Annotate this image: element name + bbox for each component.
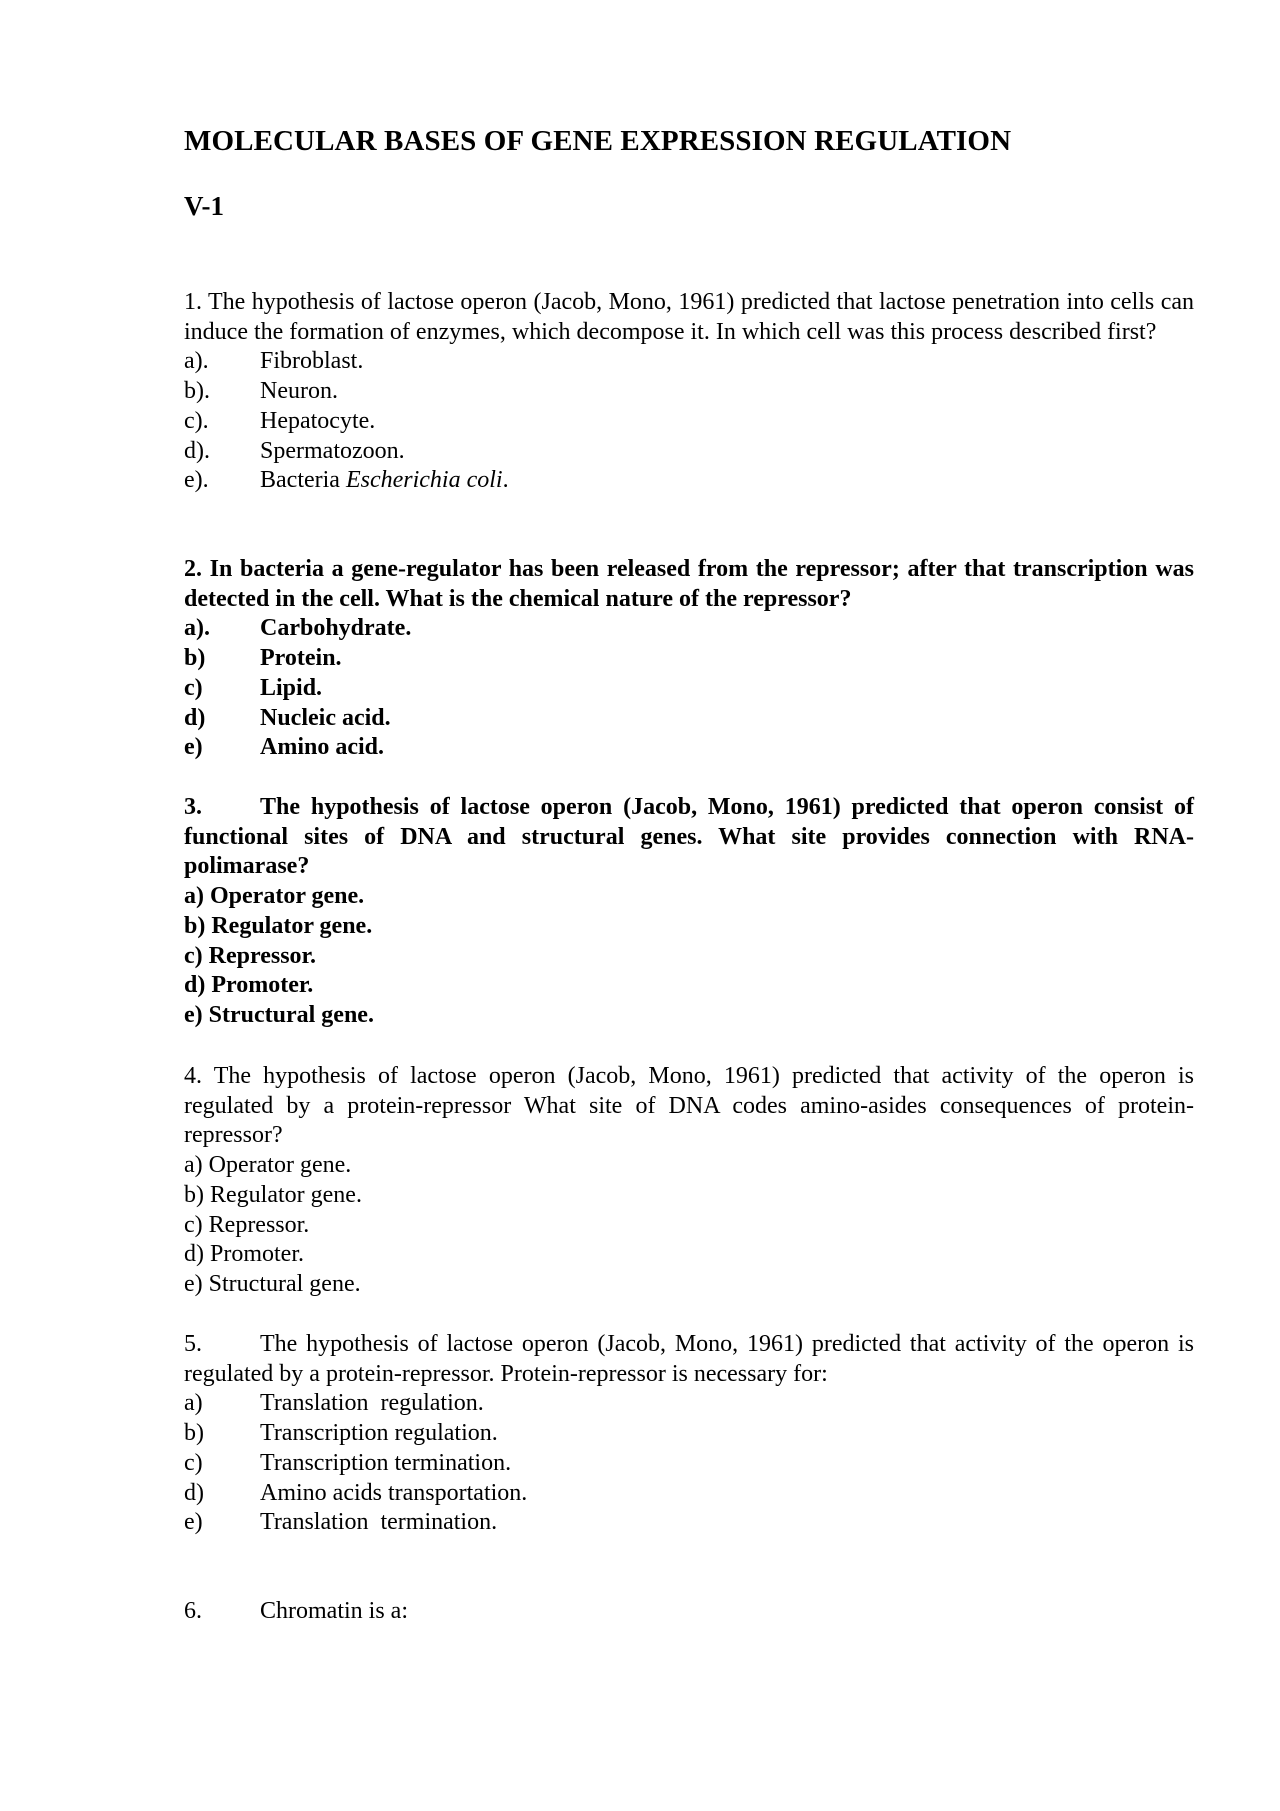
question-body: Chromatin is a: xyxy=(260,1598,408,1624)
option-c xyxy=(184,1449,1194,1479)
option-label: e) xyxy=(184,1001,203,1028)
option-label: c) xyxy=(184,1211,203,1238)
option-text: Regulator gene. xyxy=(210,1181,362,1208)
option-c xyxy=(184,674,1194,704)
option-text: Protein. xyxy=(260,645,342,672)
option-label: c). xyxy=(184,407,209,434)
question-4-text: 4. The hypothesis of lactose operon (Jacob, Mono, 1961) predicted that activity of the operon is regulated by a protein-repressor What site of DNA codes amino-asides consequences of protein-repressor? xyxy=(184,1063,1194,1149)
option-e xyxy=(184,1270,1194,1300)
option-d xyxy=(184,1479,1194,1509)
option-text: Amino acid. xyxy=(260,734,385,761)
question-number: 6. xyxy=(184,1598,202,1624)
question-number: 3. xyxy=(184,794,202,820)
option-text: Translation termination. xyxy=(260,1509,498,1536)
question-5-text xyxy=(184,1330,1194,1389)
question-3-options xyxy=(184,882,1194,1031)
option-text-after: . xyxy=(502,467,509,494)
question-4-options xyxy=(184,1151,1194,1300)
option-text: Operator gene. xyxy=(208,1152,352,1179)
option-text: Translation regulation. xyxy=(260,1390,484,1417)
option-text: Spermatozoon. xyxy=(260,437,405,464)
option-text: Bacteria xyxy=(260,467,346,494)
option-d xyxy=(184,1240,1194,1270)
option-a xyxy=(184,347,1194,377)
option-label: a). xyxy=(184,348,209,375)
option-c xyxy=(184,1211,1194,1241)
option-label: c) xyxy=(184,674,203,701)
option-d xyxy=(184,971,1194,1001)
option-label: d). xyxy=(184,437,210,464)
question-2-options xyxy=(184,614,1194,763)
option-text: Amino acids transportation. xyxy=(260,1479,528,1506)
option-c xyxy=(184,942,1194,972)
option-label: b) xyxy=(184,1181,204,1208)
option-label: a) xyxy=(184,883,204,910)
option-text: Operator gene. xyxy=(210,883,365,910)
option-a xyxy=(184,614,1194,644)
option-label: a). xyxy=(184,615,210,642)
option-text: Lipid. xyxy=(260,674,323,701)
option-e xyxy=(184,466,1194,496)
option-label: e) xyxy=(184,734,203,761)
option-label: d) xyxy=(184,1479,204,1506)
option-e xyxy=(184,733,1194,763)
option-label: d) xyxy=(184,972,206,999)
option-label: e). xyxy=(184,467,209,494)
question-1-options xyxy=(184,347,1194,496)
option-label: b) xyxy=(184,912,206,939)
option-label: e) xyxy=(184,1270,203,1297)
option-e xyxy=(184,1508,1194,1538)
question-6 xyxy=(184,1597,1194,1627)
option-e xyxy=(184,1001,1194,1031)
option-text: Repressor. xyxy=(208,942,316,969)
option-label: c) xyxy=(184,1449,203,1476)
option-text: Nucleic acid. xyxy=(260,704,391,731)
option-text: Neuron. xyxy=(260,378,338,405)
question-3 xyxy=(184,793,1194,1031)
option-text: Transcription termination. xyxy=(260,1449,512,1476)
document-content xyxy=(184,110,1194,1624)
option-a xyxy=(184,1389,1194,1419)
option-b xyxy=(184,377,1194,407)
question-2-text: 2. In bacteria a gene-regulator has been released from the repressor; after that transcription was detected in the cell. What is the chemical nature of the repressor? xyxy=(184,556,1194,612)
option-text: Promoter. xyxy=(210,1241,304,1268)
option-text: Regulator gene. xyxy=(211,912,373,939)
option-label: b) xyxy=(184,1420,204,1447)
question-5 xyxy=(184,1330,1194,1538)
question-3-text xyxy=(184,793,1194,882)
question-6-text xyxy=(184,1597,1194,1627)
question-2 xyxy=(184,555,1194,763)
option-label: a) xyxy=(184,1152,203,1179)
option-label: b) xyxy=(184,645,206,672)
question-body: The hypothesis of lactose operon (Jacob, Mono, 1961) predicted that activity of the operon is regulated by a protein-repressor. Protein-repressor is necessary for: xyxy=(184,1331,1194,1387)
question-1-text: 1. The hypothesis of lactose operon (Jacob, Mono, 1961) predicted that lactose penetration into cells can induce the formation of enzymes, which decompose it. In which cell was this process described first? xyxy=(184,289,1194,345)
option-label: a) xyxy=(184,1390,203,1417)
option-label: c) xyxy=(184,942,203,969)
question-5-options xyxy=(184,1389,1194,1538)
option-label: d) xyxy=(184,704,206,731)
question-number: 5. xyxy=(184,1331,202,1357)
option-b xyxy=(184,912,1194,942)
option-text: Transcription regulation. xyxy=(260,1420,498,1447)
document-title: MOLECULAR BASES OF GENE EXPRESSION REGULATION xyxy=(184,125,1012,157)
option-text: Repressor. xyxy=(208,1211,310,1238)
option-label: b). xyxy=(184,378,210,405)
option-text-italic: Escherichia coli xyxy=(345,467,503,494)
option-b xyxy=(184,1419,1194,1449)
option-a xyxy=(184,1151,1194,1181)
option-b xyxy=(184,1181,1194,1211)
option-label: d) xyxy=(184,1241,204,1268)
option-text: Promoter. xyxy=(211,972,314,999)
option-d xyxy=(184,437,1194,467)
option-c xyxy=(184,407,1194,437)
question-1 xyxy=(184,288,1194,496)
variant-label: V-1 xyxy=(184,191,224,221)
option-text: Structural gene. xyxy=(208,1270,361,1297)
option-text: Structural gene. xyxy=(208,1001,374,1028)
option-d xyxy=(184,704,1194,734)
option-label: e) xyxy=(184,1509,203,1536)
option-text: Hepatocyte. xyxy=(260,407,376,434)
option-b xyxy=(184,644,1194,674)
question-4 xyxy=(184,1062,1194,1300)
question-body: The hypothesis of lactose operon (Jacob, Mono, 1961) predicted that operon consist of functional sites of DNA and structural genes. What site provides connection with RNA-polimarase? xyxy=(184,794,1194,880)
option-text: Carbohydrate. xyxy=(260,615,412,642)
option-a xyxy=(184,882,1194,912)
option-text: Fibroblast. xyxy=(260,348,364,375)
